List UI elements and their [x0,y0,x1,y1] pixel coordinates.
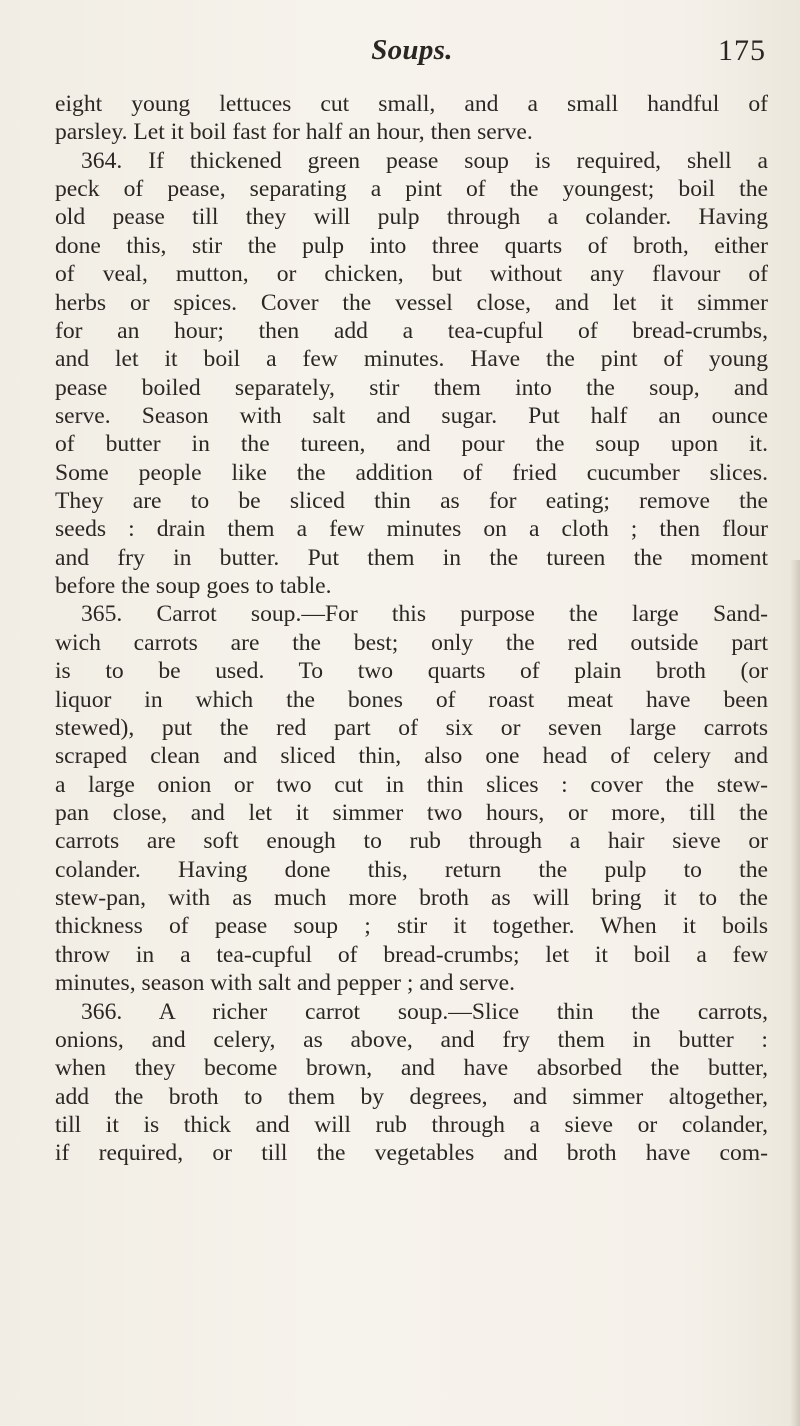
text-line: thickness of pease soup ; stir it together. When it boils [55,913,768,940]
page-edge-shadow [790,560,800,1426]
text-line: wich carrots are the best; only the red outside part [55,629,768,656]
text-line: seeds : drain them a few minutes on a cloth ; then flour [55,516,768,543]
text-line: done this, stir the pulp into three quarts of broth, either [55,232,768,259]
text-line: and let it boil a few minutes. Have the pint of young [55,346,768,373]
text-line: throw in a tea-cupful of bread-crumbs; let it boil a few [55,941,768,968]
text-line: 365. Carrot soup.—For this purpose the large Sand- [81,601,768,628]
text-line: of butter in the tureen, and pour the soup upon it. [55,431,768,458]
text-line: stewed), put the red part of six or seven large carrots [55,714,768,741]
text-line: of veal, mutton, or chicken, but without any flavour of [55,261,768,288]
text-line: pan close, and let it simmer two hours, or more, till the [55,799,768,826]
text-line: old pease till they will pulp through a colander. Having [55,204,768,231]
page-number: 175 [718,34,766,67]
text-line: when they become brown, and have absorbed the butter, [55,1055,768,1082]
running-head: Soups. [371,34,453,66]
text-line: for an hour; then add a tea-cupful of bread-crumbs, [55,317,768,344]
text-line: peck of pease, separating a pint of the youngest; boil the [55,176,768,203]
text-line: liquor in which the bones of roast meat have been [55,686,768,713]
text-line: before the soup goes to table. [55,573,332,600]
text-line: add the broth to them by degrees, and simmer altogether, [55,1083,768,1110]
text-line: if required, or till the vegetables and broth have com- [55,1140,768,1167]
text-line: serve. Season with salt and sugar. Put half an ounce [55,402,768,429]
text-line: a large onion or two cut in thin slices : cover the stew- [55,771,768,798]
text-line: colander. Having done this, return the pulp to the [55,856,768,883]
text-line: 364. If thickened green pease soup is required, shell a [81,147,768,174]
text-line: pease boiled separately, stir them into the soup, and [55,374,768,401]
text-line: minutes, season with salt and pepper ; and serve. [55,970,515,997]
text-line: Some people like the addition of fried cucumber slices. [55,459,768,486]
text-line: onions, and celery, as above, and fry them in butter : [55,1026,768,1053]
text-line: carrots are soft enough to rub through a hair sieve or [55,828,768,855]
text-line: They are to be sliced thin as for eating; remove the [55,488,768,515]
page-header [56,34,768,74]
text-line: is to be used. To two quarts of plain broth (or [55,658,768,685]
text-line: scraped clean and sliced thin, also one head of celery and [55,743,768,770]
text-line: parsley. Let it boil fast for half an hour, then serve. [55,119,533,146]
text-line: stew-pan, with as much more broth as will bring it to the [55,885,768,912]
body-text [55,90,768,1168]
text-line: eight young lettuces cut small, and a small handful of [55,91,768,117]
text-line: 366. A richer carrot soup.—Slice thin the carrots, [81,998,768,1025]
text-line: till it is thick and will rub through a sieve or colander, [55,1111,768,1138]
text-line: herbs or spices. Cover the vessel close, and let it simmer [55,289,768,316]
text-line: and fry in butter. Put them in the tureen the moment [55,544,768,571]
